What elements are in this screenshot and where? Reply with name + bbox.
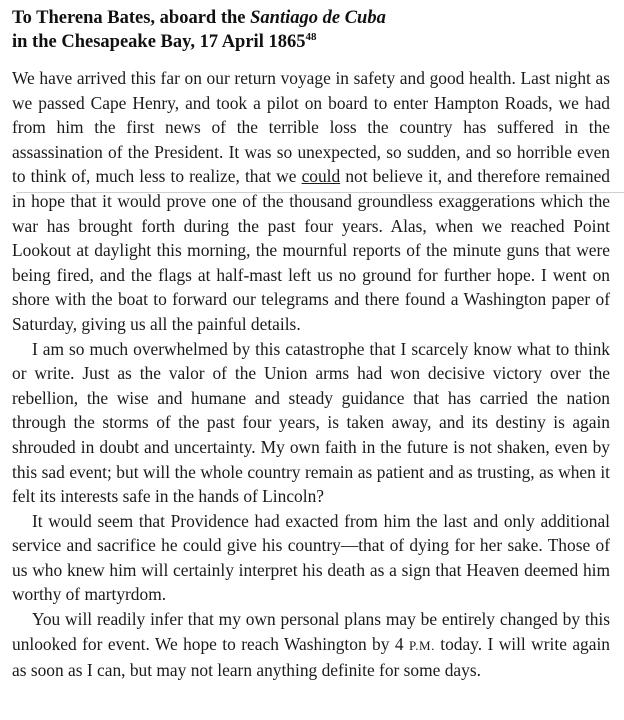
paragraph-1-text-b: not believe it, and therefore remained in hope that it would prove one of the thousand groundless exaggerations which the war has brought forth during the past four years. Alas, when we reached Point Lookout at daylight this morning, the mournful reports of the minute guns that were being fired, and the flags at half-mast left us no ground for further hope. I went on shore with the boat to forward our telegrams and there found a Washington paper of Saturday, giving us all the painful details. [12,166,610,334]
footnote-marker: 48 [305,31,317,43]
letter-body [12,66,610,683]
heading-recipient: To Therena Bates, aboard the [12,8,251,28]
paragraph-2: I am so much overwhelmed by this catastrophe that I scarcely know what to think or write. Just as the valor of the Union arms had won decisive victory over the rebellion, the wise and humane and steady guidance that has carried the nation through the storms of the past four years, is taken away, and its destiny is again shrouded in doubt and uncertainty. My own faith in the future is not shaken, even by this sad event; but will the whole country remain as patient and as trusting, as when it felt its interests safe in the hands of Lincoln? [12,338,610,507]
heading-line-2 [12,30,612,54]
paragraph-4 [12,607,610,683]
paragraph-4-text-a: You will readily infer that my own personal plans may be entirely changed by this unlooked for event. We hope to reach Washington by 4 [12,609,610,654]
paragraph-4-text-b: today. I will write again as soon as I can, but may not learn anything definite for some days. [12,633,610,681]
paragraph-1-text-a: We have arrived this far on our return voyage in safety and good health. Last night as we passed Cape Henry, and took a pilot on board to enter Hampton Roads, we had from him the first news of the terrible loss the country has suffered in the assassination of the President. It was so unexpected, so sudden, and so horrible even to think of, much less to realize, that we [12,68,610,187]
underlined-word: could [301,166,341,187]
paragraph-3: It would seem that Providence had exacted from him the last and only additional service and sacrifice he could give his country—that of dying for her sake. Those of us who knew him will certainly interpret his death as a sign that Heaven deemed him worthy of martyrdom. [12,510,610,605]
letter-heading [12,6,612,54]
time-abbreviation: P.M. [408,637,435,653]
heading-ship-name: Santiago de Cuba [250,8,386,28]
paragraph-1 [12,66,610,337]
heading-location-date: in the Chesapeake Bay, 17 April 1865 [12,32,306,52]
heading-line-1 [12,6,612,30]
